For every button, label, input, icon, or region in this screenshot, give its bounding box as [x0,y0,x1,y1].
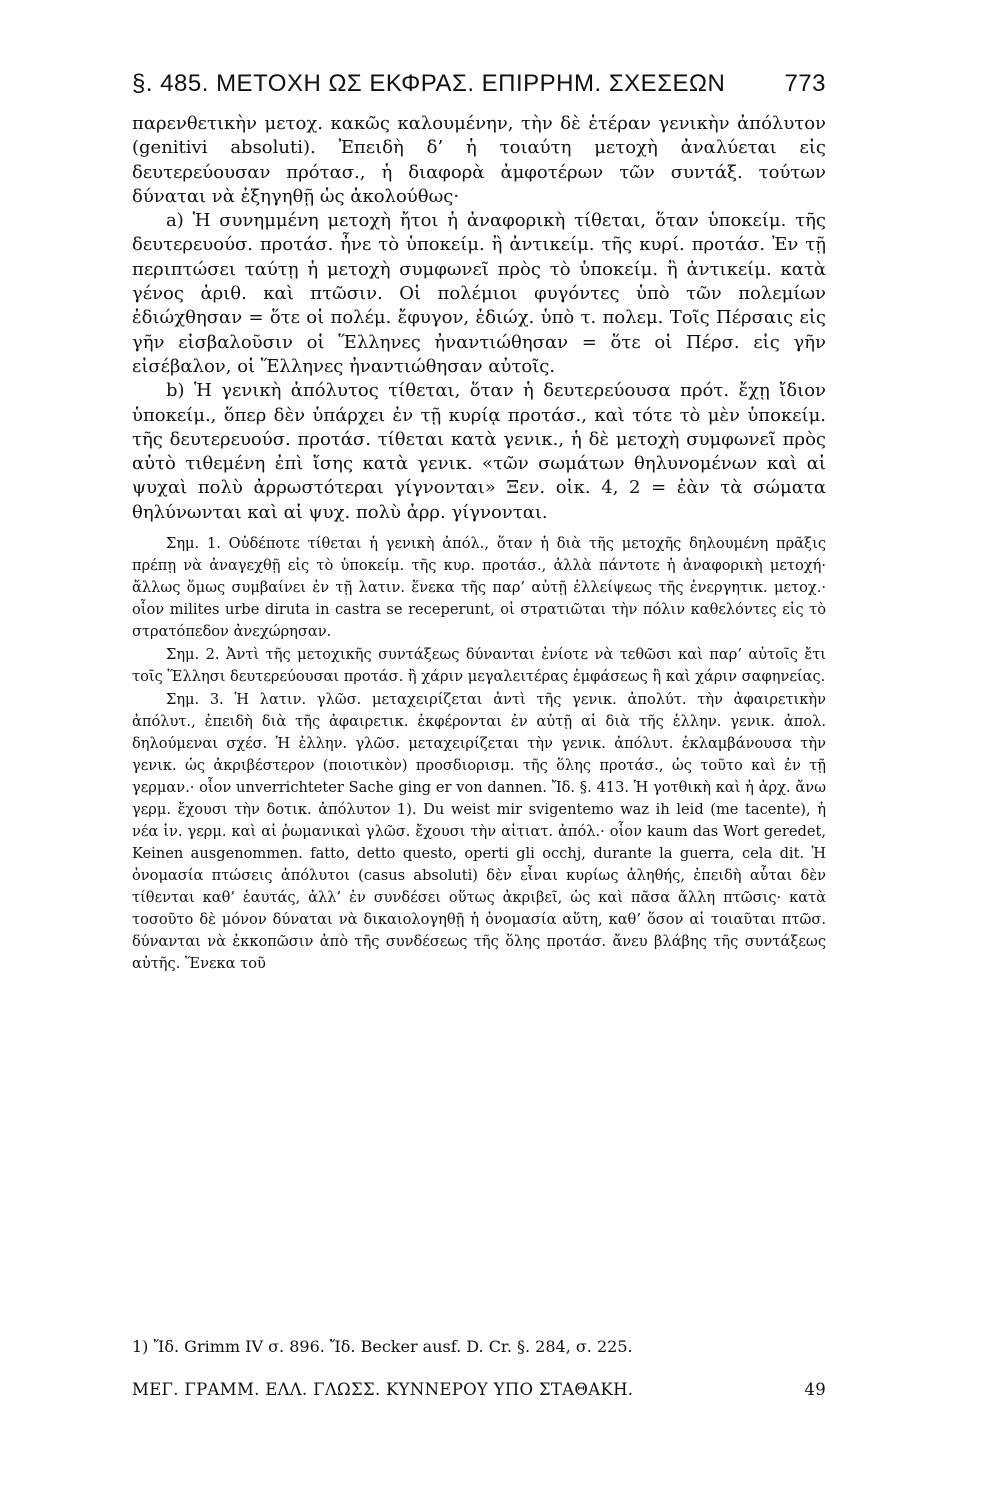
page-number: 773 [784,70,826,97]
paragraph-intro: παρενθετικὴν μετοχ. κακῶς καλουμένην, τὴν δὲ ἑτέραν γενικὴν ἀπόλυτον (genitivi absoluti). Ἐπειδὴ δ’ ἡ τοιαύτη μετοχὴ ἀναλύεται εἰς δευτερεύουσαν πρότασ., ἡ διαφορὰ ἀμφοτέρων τῶν συντάξ. τούτων δύναται νὰ ἐξηγηθῇ ὡς ἀκολούθως· [132,113,826,207]
sheet-number: 49 [804,1380,826,1399]
remark-2: Σημ. 2. Ἀντὶ τῆς μετοχικῆς συντάξεως δύνανται ἐνίοτε νὰ τεθῶσι καὶ παρ’ αὐτοῖς ἔτι τοῖς Ἕλλησι δευτερεύουσαι προτάσ. ἢ χάριν μεγαλειτέρας ἐμφάσεως ἢ καὶ χάριν σαφηνείας. [132,646,826,686]
footnote: 1) Ἴδ. Grimm IV σ. 896. Ἴδ. Becker ausf. D. Cr. §. 284, σ. 225. [132,1337,633,1356]
paragraph-b: b) Ἡ γενικὴ ἀπόλυτος τίθεται, ὅταν ἡ δευτερεύουσα πρότ. ἔχῃ ἴδιον ὑποκείμ., ὅπερ δὲν ὑπάρχει ἐν τῇ κυρίᾳ προτάσ., καὶ τότε τὸ μὲν ὑποκείμ. τῆς δευτερευούσ. προτάσ. τίθεται κατὰ γενικ., ἡ δὲ μετοχὴ συμφωνεῖ πρὸς αὐτὸ τιθεμένη ἐπὶ ἴσης κατὰ γενικ. «τῶν σωμάτων θηλυνομένων καὶ αἱ ψυχαὶ πολὺ ἀρρωστότεραι γίγνονται» Ξεν. οἰκ. 4, 2 = ἐὰν τὰ σώματα θηλύνωνται καὶ αἱ ψυχ. πολὺ ἀρρ. γίγνονται. [132,380,826,523]
printer-signature: ΜΕΓ. ΓΡΑΜΜ. ΕΛΛ. ΓΛΩΣΣ. ΚΥΝΝΕΡΟΥ ΥΠΟ ΣΤΑΘΑΚΗ. [132,1380,634,1399]
remark-1: Σημ. 1. Οὐδέποτε τίθεται ἡ γενικὴ ἀπόλ., ὅταν ἡ διὰ τῆς μετοχῆς δηλουμένη πρᾶξις πρέπῃ νὰ ἀναγεχθῇ εἰς τὸ ὑποκείμ. τῆς κυρ. προτάσ., ἀλλὰ πάντοτε ἡ ἀναφορικὴ μετοχή· ἄλλως ὅμως συμβαίνει ἐν τῇ λατιν. ἕνεκα τῆς παρ’ αὐτῇ ἐλλείψεως τῆς ἐνεργητικ. μετοχ.· οἷον milites urbe diruta in castra se receperunt, οἱ στρατιῶται τὴν πόλιν καθελόντες εἰς τὸ στρατόπεδον ἀνεχώρησαν. [132,535,826,641]
paragraph-a: a) Ἡ συνημμένη μετοχὴ ἤτοι ἡ ἀναφορικὴ τίθεται, ὅταν ὑποκείμ. τῆς δευτερευούσ. προτάσ. ἦνε τὸ ὑποκείμ. ἢ ἀντικείμ. τῆς κυρί. προτάσ. Ἐν τῇ περιπτώσει ταύτῃ ἡ μετοχὴ συμφωνεῖ πρὸς τὸ ὑποκείμ. ἢ ἀντικείμ. κατὰ γένος ἀριθ. καὶ πτῶσιν. Οἱ πολέμιοι φυγόντες ὑπὸ τῶν πολεμίων ἐδιώχθησαν = ὅτε οἱ πολέμ. ἔφυγον, ἐδιώχ. ὑπὸ τ. πολεμ. Τοῖς Πέρσαις εἰς γῆν εἰσβαλοῦσιν οἱ Ἕλληνες ἠναντιώθησαν = ὅτε οἱ Πέρσ. εἰς γῆν εἰσέβαλον, οἱ Ἕλληνες ἠναντιώθησαν αὐτοῖς. [132,210,826,377]
page-footer [132,1380,826,1399]
running-header [132,70,826,98]
section-title: §. 485. ΜΕΤΟΧΗ ΩΣ ΕΚΦΡΑΣ. ΕΠΙΡΡΗΜ. ΣΧΕΣΕΩΝ [132,70,726,97]
remark-3: Σημ. 3. Ἡ λατιν. γλῶσ. μεταχειρίζεται ἀντὶ τῆς γενικ. ἀπολύτ. τὴν ἀφαιρετικὴν ἀπόλυτ., ἐπειδὴ διὰ τῆς ἀφαιρετικ. ἐκφέρονται ἐν αὐτῇ αἱ διὰ τῆς ἑλλην. γενικ. ἀπολ. δηλούμεναι σχέσ. Ἡ ἑλλην. γλῶσ. μεταχειρίζεται τὴν γενικ. ἀπόλυτ. ἐκλαμβάνουσα τὴν γενικ. ὡς ἀκριβέστερον (ποιοτικὸν) προσδιορισμ. τῆς ὅλης προτάσ., ὡς τοῦτο καὶ ἐν τῇ γερμαν.· οἷον unverrichteter Sache ging er von dannen. Ἴδ. §. 413. Ἡ γοτθικὴ καὶ ἡ ἀρχ. ἄνω γερμ. ἔχουσι τὴν δοτικ. ἀπόλυτον 1). Du weist mir svigentemo waz ih leid (me tacente), ἡ νέα ἰν. γερμ. καὶ αἱ ῥωμανικαὶ γλῶσ. ἔχουσι τὴν αἰτιατ. ἀπόλ.· οἷον kaum das Wort geredet, Keinen ausgenommen. fatto, detto questo, operti gli occhj, durante la guerra, cela dit. Ἡ ὀνομασία πτώσεις ἀπόλυτοι (casus absoluti) δὲν εἶναι κυρίως ἀληθής, ἐπειδὴ αὗται δὲν τίθενται καθ’ ἑαυτάς, ἀλλ’ ἐν συνδέσει οὕτως ἀκριβεῖ, ὡς καὶ πᾶσα ἄλλη πτῶσις· κατὰ τοσοῦτο δὲ μόνον δύναται νὰ δικαιολογηθῇ ἡ ὀνομασία αὕτη, καθ’ ὅσον αἱ τοιαῦται πτῶσ. δύνανται νὰ ἐκκοπῶσιν ἀπὸ τῆς συνδέσεως τῆς ὅλης προτάσ. ἄνευ βλάβης τῆς συντάξεως αὐτῆς. Ἕνεκα τοῦ [132,691,826,973]
main-text [132,112,826,525]
book-page [132,70,826,976]
remarks [132,533,826,975]
